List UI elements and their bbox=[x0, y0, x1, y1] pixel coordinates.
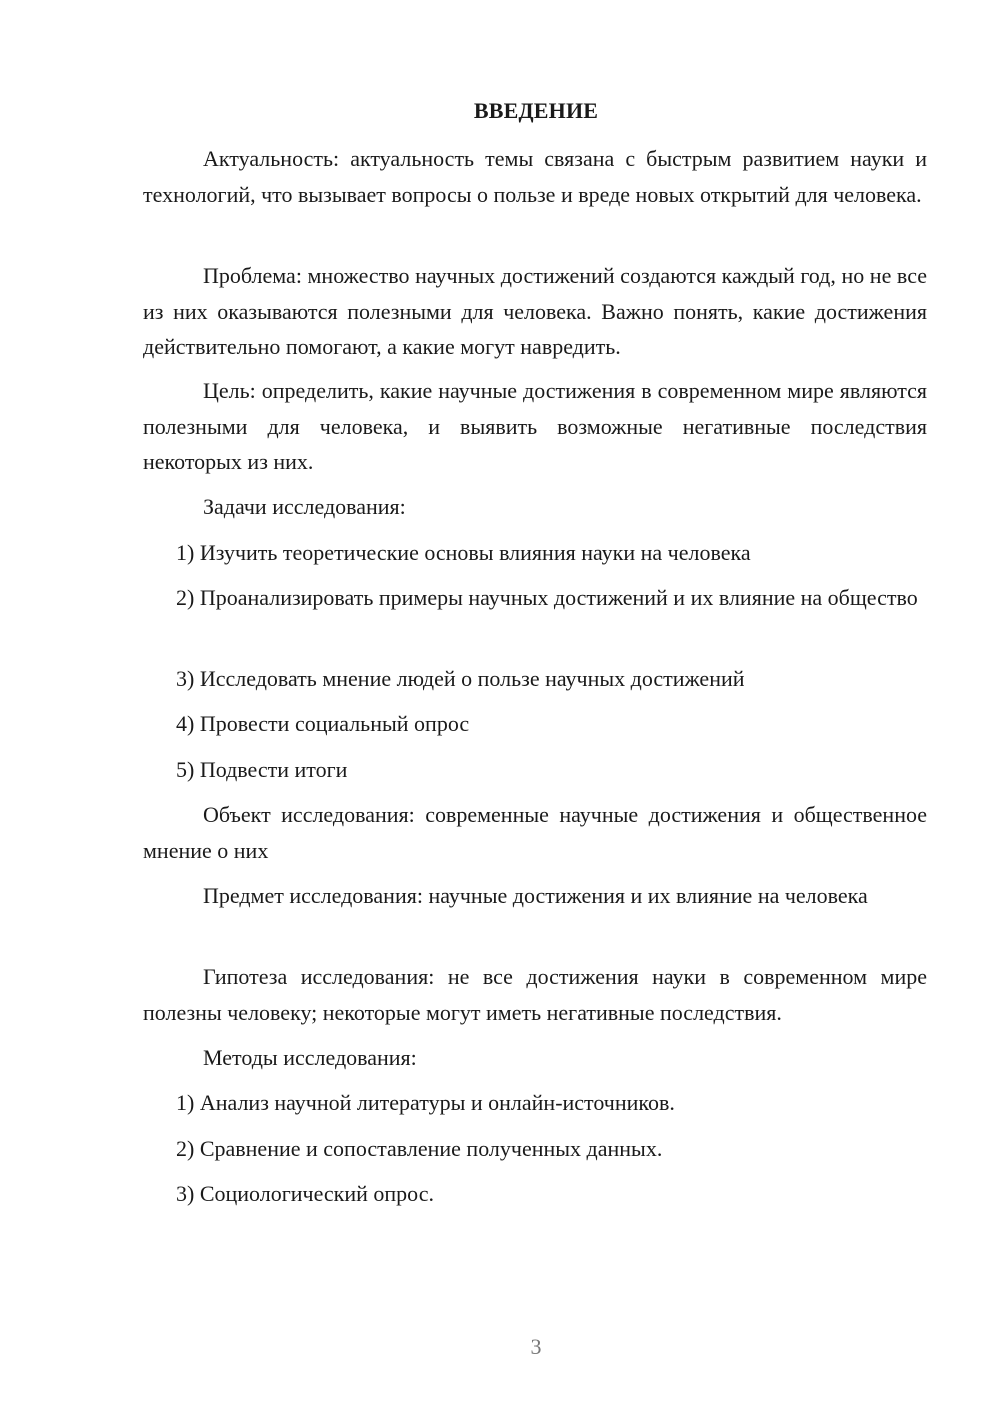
method-item-2: 2) Сравнение и сопоставление полученных данных. bbox=[176, 1136, 663, 1161]
task-item-5: 5) Подвести итоги bbox=[176, 757, 348, 782]
paragraph-relevance: Актуальность: актуальность темы связана с быстрым развитием науки и технологий, что вызывает вопросы о пользе и вреде новых открытий для человека. bbox=[143, 146, 927, 207]
task-item-3: 3) Исследовать мнение людей о пользе научных достижений bbox=[176, 666, 745, 691]
task-item-2: 2) Проанализировать примеры научных достижений и их влияние на общество bbox=[176, 585, 918, 610]
paragraph-subject: Предмет исследования: научные достижения и их влияние на человека bbox=[203, 883, 868, 908]
paragraph-goal: Цель: определить, какие научные достижения в современном мире являются полезными для человека, и выявить возможные негативные последствия некоторых из них. bbox=[143, 378, 927, 474]
task-item-4: 4) Провести социальный опрос bbox=[176, 711, 470, 736]
paragraph-object: Объект исследования: современные научные достижения и общественное мнение о них bbox=[143, 802, 927, 863]
method-item-1: 1) Анализ научной литературы и онлайн-источников. bbox=[176, 1090, 675, 1115]
method-item-3: 3) Социологический опрос. bbox=[176, 1181, 434, 1206]
paragraph-hypothesis: Гипотеза исследования: не все достижения науки в современном мире полезны человеку; некоторые могут иметь негативные последствия. bbox=[143, 964, 927, 1025]
paragraph-problem: Проблема: множество научных достижений создаются каждый год, но не все из них оказываются полезными для человека. Важно понять, какие достижения действительно помогают, а какие могут навредить. bbox=[143, 263, 927, 359]
page-number: 3 bbox=[530, 1334, 542, 1359]
task-item-1: 1) Изучить теоретические основы влияния науки на человека bbox=[176, 540, 751, 565]
methods-heading: Методы исследования: bbox=[203, 1045, 417, 1070]
page-title: ВВЕДЕНИЕ bbox=[473, 98, 599, 123]
tasks-heading: Задачи исследования: bbox=[203, 494, 406, 519]
